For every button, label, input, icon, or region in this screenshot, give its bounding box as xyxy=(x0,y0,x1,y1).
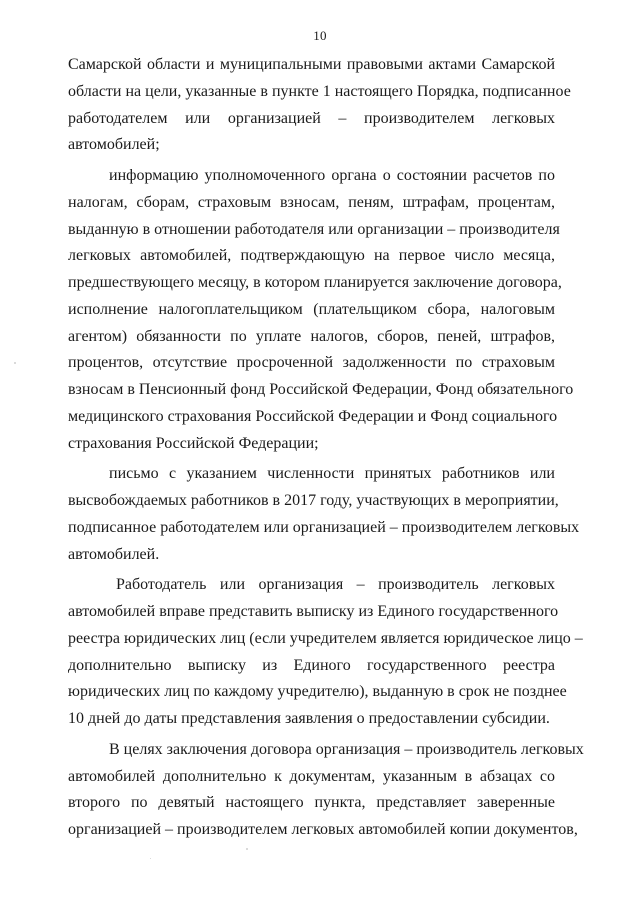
text-line: информацию уполномоченного органа о состоянии расчетов по xyxy=(109,167,555,184)
text-line: Работодатель или организация – производитель легковых xyxy=(116,576,555,594)
text-line: взносам в Пенсионный фонд Российской Федерации, Фонд обязательного xyxy=(68,381,574,398)
text-line: письмо с указанием численности принятых работников или xyxy=(109,465,555,483)
text-line: В целях заключения договора организация – производитель легковых xyxy=(109,740,584,758)
text-line: 10 дней до даты представления заявления о предоставлении субсидии. xyxy=(68,710,550,727)
text-line: юридических лиц по каждому учредителю), выданную в срок не позднее xyxy=(68,683,567,701)
text-line: исполнение налогоплательщиком (плательщиком сбора, налоговым xyxy=(68,300,555,318)
text-line: предшествующего месяцу, в котором планируется заключение договора, xyxy=(68,274,562,291)
text-line: работодателем или организацией – производителем легковых xyxy=(68,109,555,127)
scan-speck xyxy=(150,858,151,859)
text-line: выданную в отношении работодателя или организации – производителя xyxy=(68,220,560,238)
text-line: автомобилей. xyxy=(68,545,160,563)
text-line: организацией – производителем легковых автомобилей копии документов, xyxy=(68,821,578,838)
text-line: области на цели, указанные в пункте 1 настоящего Порядка, подписанное xyxy=(68,82,571,100)
text-line: легковых автомобилей, подтверждающую на первое число месяца, xyxy=(68,247,555,265)
text-line: дополнительно выписку из Единого государственного реестра xyxy=(68,656,555,674)
text-line: автомобилей вправе представить выписку из Единого государственного xyxy=(68,603,559,620)
scan-speck xyxy=(14,362,16,364)
text-line: медицинского страхования Российской Федерации и Фонд социального xyxy=(68,407,558,425)
page-number: 10 xyxy=(313,28,327,43)
document-body xyxy=(68,52,584,844)
text-line: Самарской области и муниципальными правовыми актами Самарской xyxy=(68,56,555,73)
text-line: процентов, отсутствие просроченной задолженности по страховым xyxy=(68,354,555,372)
text-line: автомобилей дополнительно к документам, указанным в абзацах со xyxy=(68,767,555,785)
text-line: страхования Российской Федерации; xyxy=(68,434,319,452)
text-line: автомобилей; xyxy=(68,136,160,154)
scan-speck xyxy=(246,848,248,850)
text-line: агентом) обязанности по уплате налогов, сборов, пеней, штрафов, xyxy=(68,327,555,345)
text-line: высвобождаемых работников в 2017 году, участвующих в мероприятии, xyxy=(68,492,559,509)
text-line: второго по девятый настоящего пункта, представляет заверенные xyxy=(68,794,555,812)
text-line: подписанное работодателем или организацией – производителем легковых xyxy=(68,518,580,536)
text-line: реестра юридических лиц (если учредителем является юридическое лицо – xyxy=(68,629,583,647)
text-line: налогам, сборам, страховым взносам, пеням, штрафам, процентам, xyxy=(68,193,555,211)
